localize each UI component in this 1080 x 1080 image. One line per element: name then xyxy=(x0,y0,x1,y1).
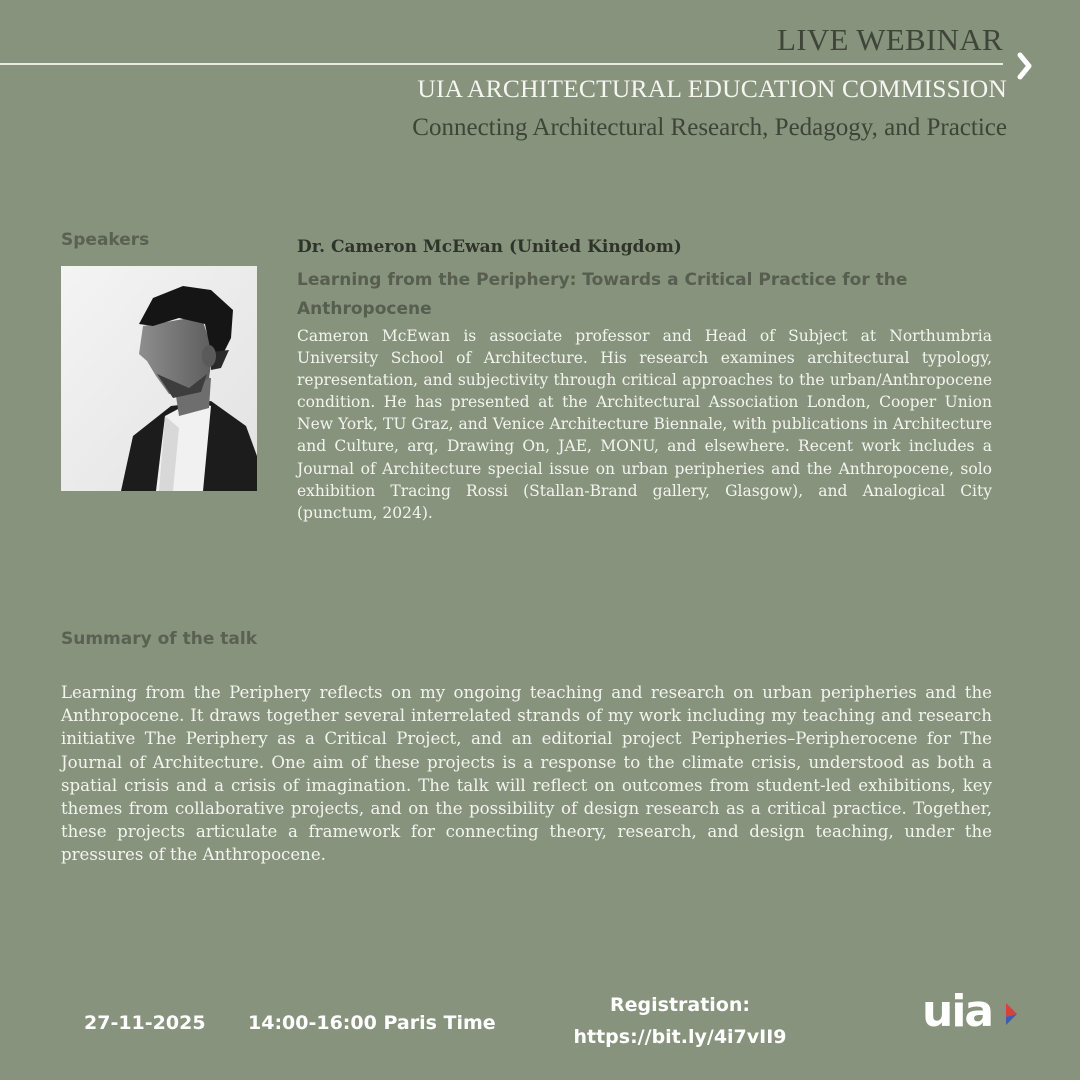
organizer-title: UIA ARCHITECTURAL EDUCATION COMMISSION xyxy=(417,74,1007,103)
speaker-name: Dr. Cameron McEwan (United Kingdom) xyxy=(297,237,682,257)
uia-logo xyxy=(922,985,1024,1035)
chevron-right-icon xyxy=(1012,48,1040,84)
registration-block xyxy=(560,989,800,1053)
event-subtitle: Connecting Architectural Research, Pedagogy, and Practice xyxy=(412,114,1007,141)
event-date: 27-11-2025 xyxy=(84,1012,206,1034)
speakers-heading: Speakers xyxy=(61,230,150,250)
event-kicker: LIVE WEBINAR xyxy=(776,22,1003,57)
logo-wordmark: uia xyxy=(922,986,993,1035)
summary-heading: Summary of the talk xyxy=(61,629,258,649)
speaker-photo xyxy=(61,266,257,491)
talk-title: Learning from the Periphery: Towards a Critical Practice for the Anthropocene xyxy=(297,270,908,319)
summary-text: Learning from the Periphery reflects on my ongoing teaching and research on urban peripheries and the Anthropocene. It draws together several interrelated strands of my work including my teaching and research initiative The Periphery as a Critical Project, and an editorial project Peripheries–Peripherocene for The Journal of Architecture. One aim of these projects is a response to the climate crisis, understood as both a spatial crisis and a crisis of imagination. The talk will reflect on outcomes from student-led exhibitions, key themes from collaborative projects, and on the possibility of design research as a critical practice. Together, these projects articulate a framework for connecting theory, research, and design teaching, under the pressures of the Anthropocene. xyxy=(61,683,992,865)
header-divider xyxy=(0,63,1003,65)
event-time: 14:00-16:00 Paris Time xyxy=(248,1012,496,1034)
registration-link[interactable]: https://bit.ly/4i7vII9 xyxy=(573,1026,787,1048)
speaker-bio: Cameron McEwan is associate professor and Head of Subject at Northumbria University School of Architecture. His research examines architectural typology, representation, and subjectivity through critical approaches to the urban/Anthropocene condition. He has presented at the Architectural Association London, Cooper Union New York, TU Graz, and Venice Architecture Biennale, with publications in Architecture and Culture, arq, Drawing On, JAE, MONU, and elsewhere. Recent work includes a Journal of Architecture special issue on urban peripheries and the Anthropocene, solo exhibition Tracing Rossi (Stallan-Brand gallery, Glasgow), and Analogical City (punctum, 2024). xyxy=(297,327,992,522)
registration-label: Registration: xyxy=(610,994,750,1016)
